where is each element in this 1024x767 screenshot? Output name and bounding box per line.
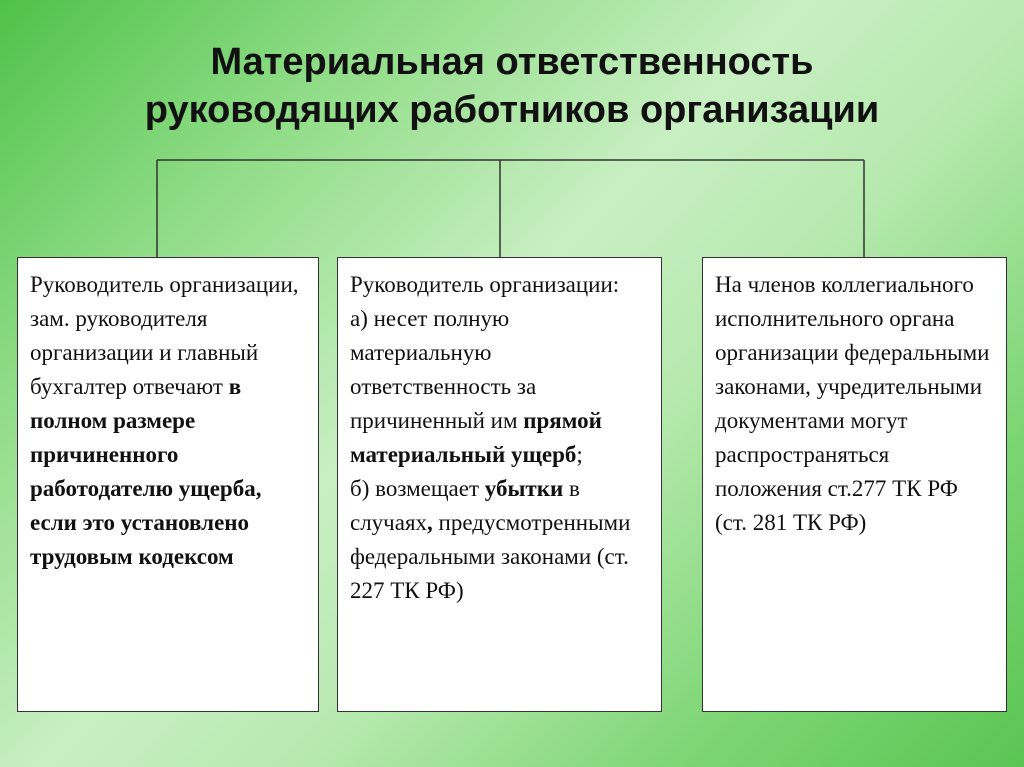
bold-text-segment: в полном размере причиненного работодателю ущерба, если это установлено трудовым кодексом [30, 374, 262, 569]
text-segment: б) возмещает [350, 476, 485, 501]
box-managers-liability [17, 257, 319, 712]
text-segment: в случаях [350, 476, 580, 535]
text-segment: предусмотренными федеральными законами (ст. 227 ТК РФ) [350, 510, 631, 603]
bold-text-segment: прямой материальный ущерб [350, 408, 602, 467]
bold-text-segment: , [427, 510, 433, 535]
text-segment: Руководитель организации, зам. руководителя организации и главный бухгалтер отвечают [30, 272, 299, 399]
title-line-2: руководящих работников организации [144, 89, 880, 131]
box-head-liability [337, 257, 662, 712]
title-line-1: Материальная ответственность [210, 41, 814, 83]
box-collegial-body-liability [702, 257, 1007, 712]
text-segment: Руководитель организации: [350, 272, 620, 297]
text-segment: а) несет полную материальную ответственность за причиненный им [350, 306, 537, 433]
text-segment: ; [576, 442, 583, 467]
bold-text-segment: убытки [484, 476, 564, 501]
text-segment: На членов коллегиального исполнительного органа организации федеральными законами, учредительными документами могут распространяться положения ст.277 ТК РФ (ст. 281 ТК РФ) [715, 272, 990, 535]
